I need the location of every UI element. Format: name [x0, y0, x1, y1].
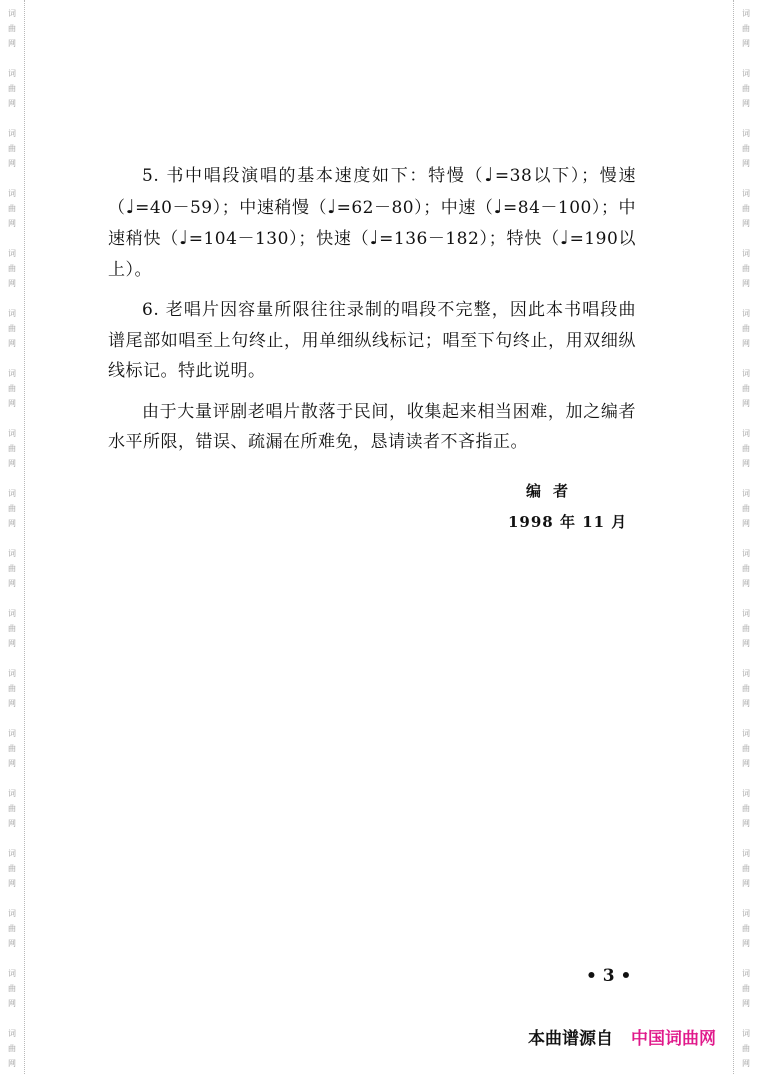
- watermark-block: [734, 906, 758, 951]
- tempo-paragraph: [108, 160, 636, 285]
- watermark-block: [0, 306, 24, 351]
- watermark-block: [734, 846, 758, 891]
- watermark-char: 网: [742, 399, 750, 408]
- watermark-char: 网: [742, 339, 750, 348]
- watermark-char: 词: [8, 1029, 16, 1038]
- watermark-block: [734, 546, 758, 591]
- watermark-char: 曲: [8, 444, 16, 453]
- watermark-char: 网: [8, 819, 16, 828]
- watermark-block: [0, 786, 24, 831]
- watermark-block: [734, 306, 758, 351]
- watermark-block: [0, 246, 24, 291]
- watermark-block: [734, 486, 758, 531]
- watermark-char: 网: [742, 459, 750, 468]
- tempo-text: 5. 书中唱段演唱的基本速度如下：特慢（: [142, 166, 485, 186]
- watermark-char: 网: [8, 879, 16, 888]
- watermark-char: 词: [742, 309, 750, 318]
- watermark-char: 曲: [742, 564, 750, 573]
- watermark-block: [734, 246, 758, 291]
- watermark-char: 网: [742, 639, 750, 648]
- watermark-char: 网: [742, 879, 750, 888]
- watermark-char: 曲: [742, 744, 750, 753]
- watermark-block: [734, 786, 758, 831]
- watermark-char: 网: [742, 39, 750, 48]
- quarter-note-icon: ♩: [125, 195, 136, 218]
- watermark-char: 词: [742, 249, 750, 258]
- watermark-char: 曲: [742, 24, 750, 33]
- watermark-block: [734, 6, 758, 51]
- tempo-text: =190以上）。: [108, 229, 637, 280]
- watermark-char: 网: [8, 519, 16, 528]
- quarter-note-icon: ♩: [327, 195, 337, 218]
- watermark-char: 网: [742, 219, 750, 228]
- watermark-block: [734, 606, 758, 651]
- watermark-char: 网: [742, 999, 750, 1008]
- watermark-block: [734, 1026, 758, 1071]
- watermark-char: 曲: [742, 204, 750, 213]
- watermark-char: 曲: [742, 84, 750, 93]
- watermark-char: 词: [8, 189, 16, 198]
- watermark-block: [0, 66, 24, 111]
- recording-note-paragraph: 6. 老唱片因容量所限往往录制的唱段不完整，因此本书唱段曲谱尾部如唱至上句终止，用单细纵线标记；唱至下句终止，用双细纵线标记。特此说明。: [108, 300, 636, 381]
- watermark-char: 曲: [742, 684, 750, 693]
- author-signature: 编者: [526, 482, 581, 500]
- watermark-char: 曲: [742, 924, 750, 933]
- watermark-block: [0, 486, 24, 531]
- watermark-block: [734, 186, 758, 231]
- watermark-char: 曲: [742, 624, 750, 633]
- watermark-char: 网: [8, 159, 16, 168]
- watermark-char: 网: [8, 39, 16, 48]
- watermark-char: 词: [8, 309, 16, 318]
- watermark-block: [0, 966, 24, 1011]
- watermark-char: 词: [8, 969, 16, 978]
- quarter-note-icon: ♩: [179, 227, 189, 249]
- watermark-char: 曲: [8, 744, 16, 753]
- watermark-char: 曲: [8, 324, 16, 333]
- watermark-block: [734, 66, 758, 111]
- watermark-char: 曲: [8, 564, 16, 573]
- watermark-char: 网: [8, 699, 16, 708]
- watermark-char: 曲: [8, 684, 16, 693]
- watermark-char: 词: [742, 489, 750, 498]
- watermark-block: [0, 126, 24, 171]
- watermark-char: 词: [8, 669, 16, 678]
- watermark-char: 曲: [742, 1044, 750, 1053]
- watermark-char: 词: [8, 909, 16, 918]
- watermark-block: [0, 606, 24, 651]
- watermark-char: 网: [8, 219, 16, 228]
- tempo-text: =136－182）；特快（: [379, 229, 560, 249]
- tempo-text: =84－100）；中速稍快（: [108, 197, 637, 249]
- page-number: • 3 •: [586, 966, 632, 986]
- watermark-char: 曲: [8, 924, 16, 933]
- watermark-char: 词: [742, 189, 750, 198]
- watermark-char: 曲: [8, 84, 16, 93]
- watermark-block: [0, 6, 24, 51]
- watermark-char: 曲: [8, 624, 16, 633]
- source-site-link[interactable]: 中国词曲网: [631, 1029, 716, 1049]
- source-credit: [528, 1024, 716, 1049]
- quarter-note-icon: ♩: [493, 195, 504, 218]
- watermark-char: 网: [8, 999, 16, 1008]
- watermark-char: 词: [8, 249, 16, 258]
- right-watermark-strip: [733, 0, 760, 1074]
- watermark-char: 曲: [742, 504, 750, 513]
- watermark-block: [734, 426, 758, 471]
- tempo-text: =62－80）；中速（: [336, 197, 494, 218]
- watermark-char: 网: [8, 459, 16, 468]
- watermark-char: 网: [742, 759, 750, 768]
- watermark-char: 网: [8, 399, 16, 408]
- watermark-char: 曲: [8, 984, 16, 993]
- watermark-char: 曲: [8, 504, 16, 513]
- watermark-char: 网: [8, 1059, 16, 1068]
- watermark-char: 曲: [742, 444, 750, 453]
- watermark-block: [0, 846, 24, 891]
- watermark-char: 曲: [8, 144, 16, 153]
- watermark-block: [0, 186, 24, 231]
- watermark-char: 词: [8, 489, 16, 498]
- watermark-char: 网: [8, 759, 16, 768]
- watermark-char: 词: [742, 9, 750, 18]
- watermark-char: 网: [742, 279, 750, 288]
- watermark-char: 词: [742, 609, 750, 618]
- quarter-note-icon: ♩: [484, 164, 495, 186]
- tempo-text: =38以下）；慢速（: [108, 166, 636, 218]
- watermark-char: 词: [8, 69, 16, 78]
- watermark-char: 词: [8, 429, 16, 438]
- watermark-char: 曲: [742, 804, 750, 813]
- watermark-char: 网: [742, 519, 750, 528]
- watermark-char: 网: [742, 819, 750, 828]
- watermark-char: 曲: [742, 864, 750, 873]
- quarter-note-icon: ♩: [369, 227, 380, 249]
- source-label: 本曲谱源自: [528, 1029, 613, 1049]
- watermark-block: [0, 366, 24, 411]
- watermark-block: [0, 426, 24, 471]
- page-body: [108, 160, 636, 468]
- watermark-char: 网: [742, 99, 750, 108]
- watermark-block: [734, 366, 758, 411]
- watermark-char: 词: [8, 789, 16, 798]
- watermark-char: 网: [742, 579, 750, 588]
- watermark-char: 词: [742, 549, 750, 558]
- watermark-char: 词: [742, 429, 750, 438]
- quarter-note-icon: ♩: [559, 227, 570, 249]
- watermark-char: 词: [8, 9, 16, 18]
- watermark-char: 词: [742, 909, 750, 918]
- watermark-char: 词: [742, 789, 750, 798]
- preface-date: 1998 年 11 月: [508, 513, 628, 531]
- watermark-char: 词: [8, 729, 16, 738]
- watermark-char: 网: [742, 939, 750, 948]
- watermark-char: 网: [8, 99, 16, 108]
- closing-paragraph: 由于大量评剧老唱片散落于民间，收集起来相当困难，加之编者水平所限，错误、疏漏在所难免，恳请读者不吝指正。: [108, 401, 636, 452]
- watermark-char: 词: [742, 129, 750, 138]
- watermark-char: 词: [742, 69, 750, 78]
- watermark-block: [734, 126, 758, 171]
- watermark-block: [734, 726, 758, 771]
- watermark-char: 网: [8, 939, 16, 948]
- watermark-char: 曲: [8, 1044, 16, 1053]
- watermark-block: [734, 666, 758, 711]
- watermark-char: 曲: [742, 984, 750, 993]
- watermark-char: 网: [8, 579, 16, 588]
- watermark-char: 曲: [8, 204, 16, 213]
- watermark-char: 网: [742, 1059, 750, 1068]
- watermark-char: 词: [742, 669, 750, 678]
- watermark-block: [0, 726, 24, 771]
- watermark-block: [0, 1026, 24, 1071]
- watermark-char: 曲: [8, 804, 16, 813]
- watermark-char: 曲: [8, 264, 16, 273]
- watermark-char: 词: [742, 1029, 750, 1038]
- tempo-text: =104－130）；快速（: [188, 229, 370, 249]
- watermark-char: 网: [742, 699, 750, 708]
- watermark-char: 词: [8, 549, 16, 558]
- watermark-char: 词: [742, 849, 750, 858]
- watermark-char: 曲: [742, 384, 750, 393]
- watermark-char: 网: [8, 639, 16, 648]
- watermark-char: 网: [8, 279, 16, 288]
- watermark-char: 网: [8, 339, 16, 348]
- watermark-char: 曲: [8, 864, 16, 873]
- watermark-char: 词: [742, 969, 750, 978]
- watermark-char: 词: [742, 369, 750, 378]
- watermark-char: 曲: [8, 384, 16, 393]
- watermark-block: [0, 666, 24, 711]
- watermark-char: 词: [8, 609, 16, 618]
- watermark-char: 词: [8, 369, 16, 378]
- watermark-block: [734, 966, 758, 1011]
- watermark-block: [0, 906, 24, 951]
- left-watermark-strip: [0, 0, 25, 1074]
- watermark-char: 曲: [8, 24, 16, 33]
- watermark-char: 曲: [742, 324, 750, 333]
- watermark-char: 词: [742, 729, 750, 738]
- watermark-block: [0, 546, 24, 591]
- watermark-char: 词: [8, 129, 16, 138]
- watermark-char: 曲: [742, 144, 750, 153]
- tempo-text: =40－59）；中速稍慢（: [135, 197, 328, 218]
- watermark-char: 词: [8, 849, 16, 858]
- watermark-char: 曲: [742, 264, 750, 273]
- watermark-char: 网: [742, 159, 750, 168]
